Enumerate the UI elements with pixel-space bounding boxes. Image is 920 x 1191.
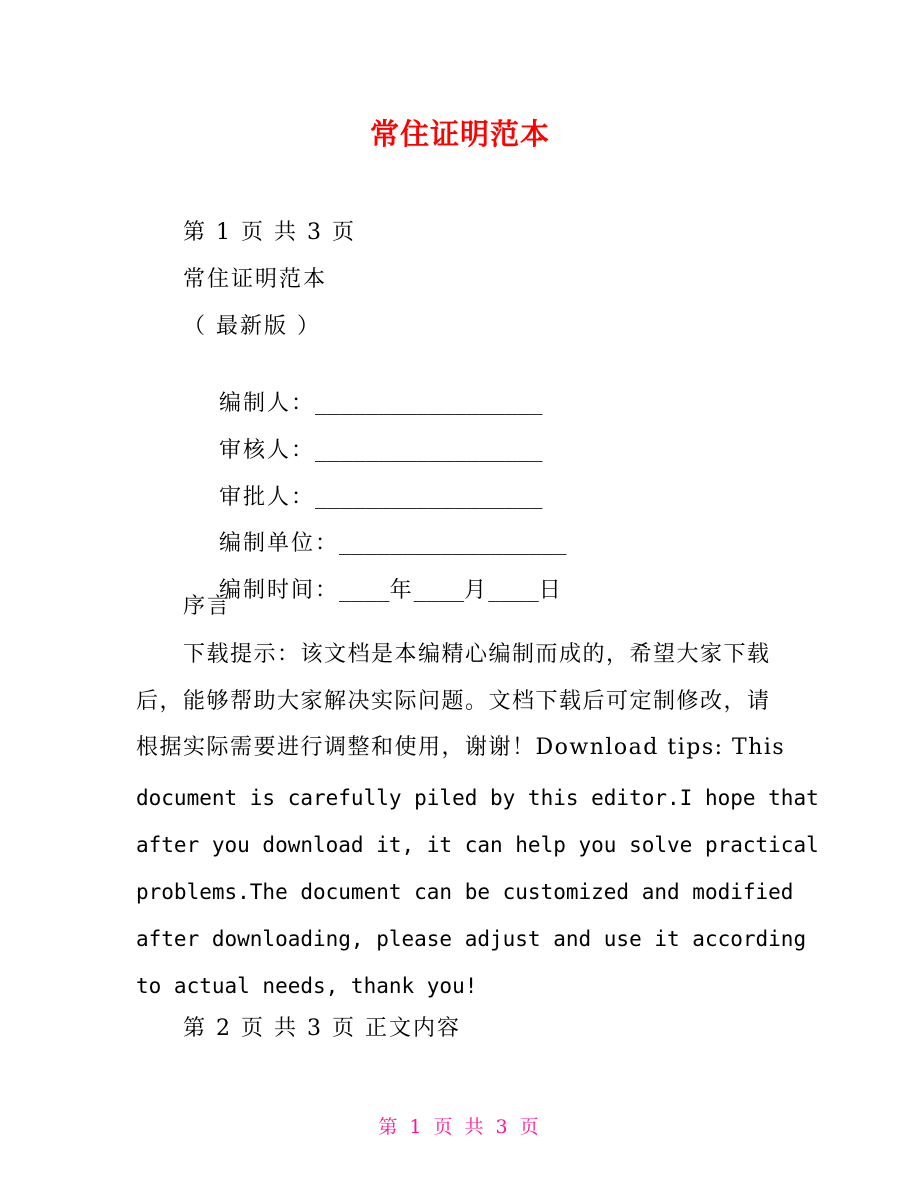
preface-line: 根据实际需要进行调整和使用，谢谢！Download tips: This	[136, 735, 786, 760]
preface-line: 下载提示：该文档是本编精心编制而成的，希望大家下载	[136, 642, 771, 667]
day-blank: ____	[488, 578, 539, 602]
preface-line: after downloading, please adjust and use it according	[136, 927, 807, 951]
preface-line: document is carefully piled by this editor.I hope that	[136, 786, 819, 810]
field-date	[183, 545, 563, 636]
field-unit-blank: __________________	[339, 531, 567, 555]
year-label: 年	[389, 578, 414, 603]
field-reviewer-label: 审核人：	[218, 438, 315, 463]
page-indicator: 第 1 页 共 3 页	[183, 220, 356, 245]
day-label: 日	[538, 578, 563, 603]
version-label: （ 最新版 ）	[183, 314, 321, 339]
year-blank: ____	[339, 578, 390, 602]
preface-line: problems.The document can be customized and modified	[136, 880, 794, 904]
preface-line: to actual needs, thank you!	[136, 974, 478, 998]
preface-heading: 序言	[183, 594, 232, 619]
field-reviewer-blank: __________________	[315, 438, 543, 462]
field-approver-blank: __________________	[315, 485, 543, 509]
field-approver-label: 审批人：	[218, 485, 315, 510]
field-editor-label: 编制人：	[218, 391, 315, 416]
field-unit-label: 编制单位：	[218, 531, 339, 556]
document-subtitle: 常住证明范本	[183, 267, 328, 292]
footer-page-number: 第 1 页 共 3 页	[378, 1116, 542, 1138]
month-label: 月	[464, 578, 489, 603]
section-indicator: 第 2 页 共 3 页 正文内容	[183, 1016, 461, 1041]
document-title: 常住证明范本	[369, 117, 550, 151]
preface-line: 后，能够帮助大家解决实际问题。文档下载后可定制修改，请	[136, 689, 771, 714]
field-date-label: 编制时间：	[218, 578, 339, 603]
field-editor-blank: __________________	[315, 391, 543, 415]
month-blank: ____	[413, 578, 465, 602]
preface-line: after you download it, it can help you solve practical	[136, 833, 819, 857]
